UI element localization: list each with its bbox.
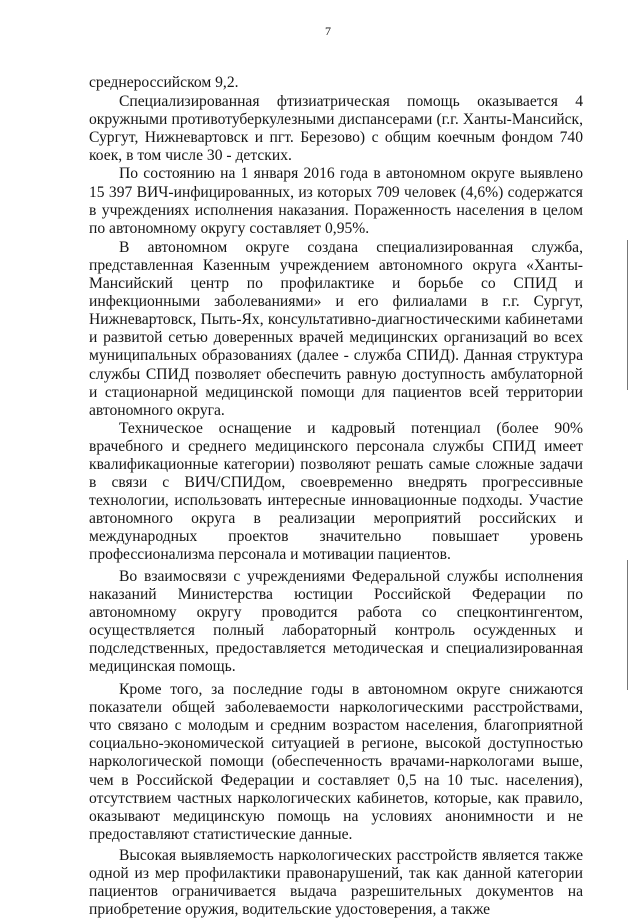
paragraph-technical-equipment: Техническое оснащение и кадровый потенциал (более 90% врачебного и среднего медицинского персонала службы СПИД имеет квалификационные категории) позволяют решать самые сложные задачи в связи с ВИЧ/СПИДом, своевременно внедрять прогрессивные технологии, использовать интересные инновационные подходы. Участие автономного округа в реализации мероприятий российских и международных проектов значительно повышает уровень профессионализма персонала и мотивации пациентов. [89,419,583,564]
paragraph-penitentiary-cooperation: Во взаимосвязи с учреждениями Федеральной службы исполнения наказаний Министерства юстиции Российской Федерации по автономному округу проводится работа со спецконтингентом, осуществляется полный лабораторный контроль осужденных и подследственных, предоставляется методическая и специализированная медицинская помощь. [89,567,583,675]
page-number: 7 [325,24,331,38]
paragraph-narcology-indicators: Кроме того, за последние годы в автономном округе снижаются показатели общей заболеваемости наркологическими расстройствами, что связано с молодым и средним возрастом населения, благоприятной социально-экономической ситуацией в регионе, высокой доступностью наркологической помощи (обеспеченность врачами-наркологами выше, чем в Российской Федерации и составляет 0,5 на 10 тыс. населения), отсутствием частных наркологических кабинетов, которые, как правило, оказывают медицинскую помощь на условиях анонимности и не предоставляют статистические данные. [89,681,583,843]
paragraph-hiv-statistics: По состоянию на 1 января 2016 года в автономном округе выявлено 15 397 ВИЧ-инфицированных, из которых 709 человек (4,6%) содержатся в учреждениях исполнения наказания. Пораженность населения в целом по автономному округу составляет 0,95%. [89,165,583,237]
scan-margin-line [627,560,628,690]
scan-margin-line [627,240,628,390]
paragraph-aids-service: В автономном округе создана специализированная служба, представленная Казенным учреждением автономного округа «Ханты-Мансийский центр по профилактике и борьбе со СПИД и инфекционными заболеваниями» и его филиалами в г.г. Сургут, Нижневартовск, Пыть-Ях, консультативно-диагностическими кабинетами и развитой сетью доверенных врачей медицинских организаций во всех муниципальных образованиях (далее - служба СПИД). Данная структура службы СПИД позволяет обеспечить равную доступность амбулаторной и стационарной медицинской помощи для пациентов всей территории автономного округа. [89,238,583,419]
paragraph-continuation: среднероссийском 9,2. [89,74,239,91]
paragraph-tb-care: Специализированная фтизиатрическая помощь оказывается 4 окружными противотуберкулезными диспансерами (г.г. Ханты-Мансийск, Сургут, Нижневартовск и пгт. Березово) с общим коечным фондом 740 коек, в том числе 30 - детских. [89,93,583,165]
document-body [89,74,583,919]
paragraph-narcology-detection: Высокая выявляемость наркологических расстройств является также одной из мер профилактики правонарушений, так как данной категории пациентов ограничивается выдача разрешительных документов на приобретение оружия, водительские удостоверения, а также [89,846,583,919]
